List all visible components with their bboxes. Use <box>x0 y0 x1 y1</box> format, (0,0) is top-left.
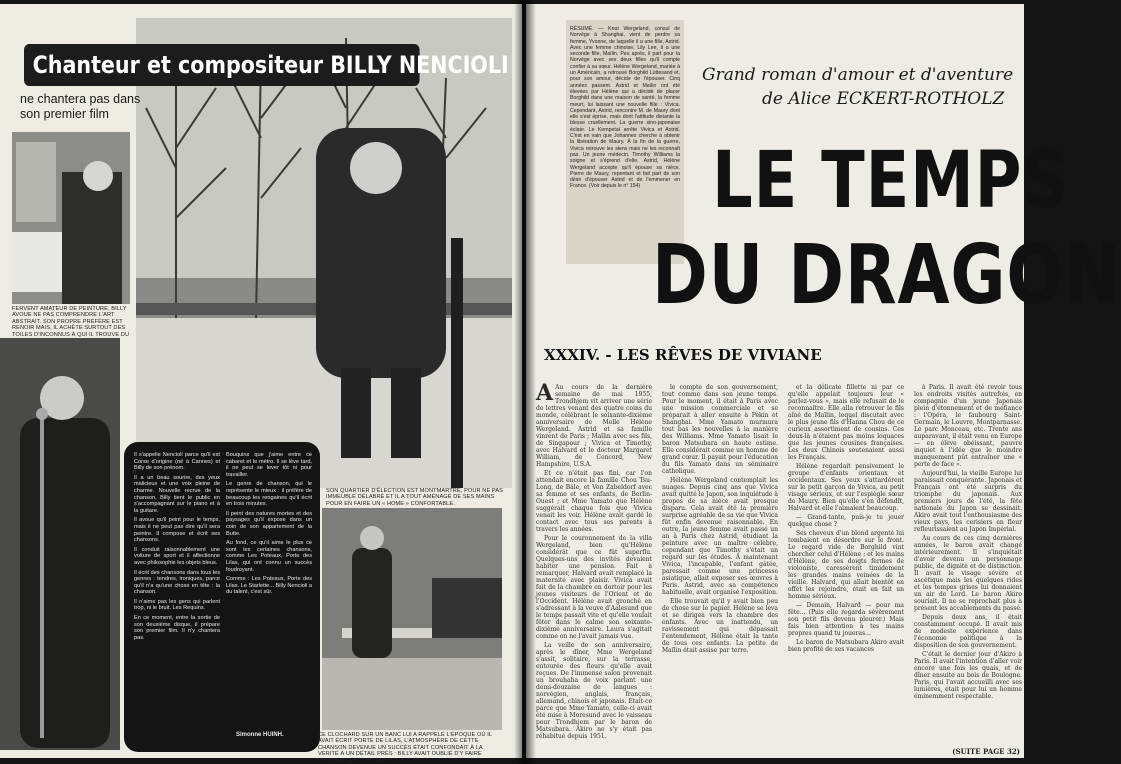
article-paragraph: Il a un beau sourire, des yeux malicieux et une voix pleine de charme. Nouvelle recrue de la chanson, Billy tient le public en s'accompagnant sur le piano et à la guitare. <box>134 474 220 514</box>
right-page <box>526 4 1121 758</box>
novel-paragraph: Et ce n'était pas fini, car l'on attendait encore la famille Chou Tsu-Long, de Bâle, et Von Zabeldorf avec sa femme et ses enfants, de Berlin-Ouest ; et Mme Yamato que Hélène suggérait chaque fois que Vivica venait les voir. Hélène avait gardé le contact avec tous ses parents à travers les années. <box>536 470 652 533</box>
novel-column-3 <box>788 384 904 754</box>
novel-paragraph: — Demain, Halvard — pour ma fête... (Puis elle regarda sévèrement son petit fils devenu pleurer.) Mais fais bien attention à tes mains propres quand tu joueras... <box>788 602 904 637</box>
article-paragraph: En ce moment, entre la sortie de son deuxième disque, il prépare son premier film. Il n'y chantera pas. <box>134 615 220 641</box>
caption-montmartre: SON QUARTIER D'ÉLECTION EST MONTMARTRE, POUR NE PAS IMMEUBLE DÉLABRÉ ET IL A TOUT AMÉNAGÉ DE SES MAINS POUR EN FAIRE UN « HOME » CONFORTABLE. <box>326 488 504 507</box>
novel-paragraph: à Paris. Il avait été revoir tous les endroits visités autrefois, en compagnie d'un jeune Japonais plein d'étonnement et de méfiance : l'Opéra, le faubourg Saint-Germain, le Louvre, Montparnasse. Le parc Monceau, etc. Trente ans auparavant, il était venu en Europe — en élève obéissant, pauvre inquiet à l'idée que le moindre manquement pût entraîner une « perte de face ». <box>914 384 1022 468</box>
novel-paragraph: Pour le couronnement de la villa Wergeland, bien qu'Hélène considérât que ce fût superflu. Quelques-uns des invités devaient habiter une pension. Fait à remarquer, Halvard avait remplacé la maternité avec plaisir. Vivica avait fait de la chambre en dortoir pour les jeunes visiteurs de l'Orient et de l'Occident. Hélène avait gronché en s'adressant à la veuve d'Aalesund que le temps passait vite et qu'elle voulait fêter dans le calme son soixante-dixième anniversaire. Laura s'agitait comme on ne l'avait jamais vue. <box>536 535 652 640</box>
novel-paragraph: — Grand-tante, puis-je te jouer quelque chose ? <box>788 514 904 528</box>
novel-kicker-line-2: de Alice ECKERT-ROTHOLZ <box>762 89 1005 109</box>
story-summary: RÉSUMÉ. — Knut Wergeland, consul de Norvège à Shanghai, vient de perdre sa femme, Yvonne, de laquelle il a une fille, Astrid. Avec une femme chinoise, Lily Lee, il a une seconde fille, Maïlin. Peu après, il part pour la Norvège avec ses deux filles qu'il compte confier à sa sœur. Hélène Wergeland, mariée à un Américain, a retrouvé Borghild Lüttesand et, pour son amour, décide de l'épouser. Cinq années passent. Astrid et Maïlin ont été élevées par Hélène qui a décidé de placer Borghild dans une maison de santé, la femme meurt, lui laissant une nouvelle fille : Vivica. Cependant, Astrid, rencontre M. de Maury dont elle s'est éprise, mais dont l'attitude distante la blesse cruellement. La guerre sino-japonaise éclate. Le Kempetaï arrête Vivica et Astrid. C'est en vain que Johannes cherche à obtenir la libération de Maury. À la fin de la guerre, Vivica retrouve les siens mais ne les reconnaît pas. Un jeune médecin, Timothy Williams la soigne et s'éprend d'elle. Astrid, Hélène Wergeland accepte qu'il épouse sa nièce. Pierre de Maury, repentant et fait part de son désir d'épouser Astrid et de l'emmener en France. (Voir depuis le n° 154) <box>570 26 680 190</box>
photo-montmartre-balcony <box>136 18 512 488</box>
article-paragraph: Le genre de chanson, qui le représente le mieux : il préfère de beaucoup les rengaines qu'il écrit en trois minutes. <box>226 481 312 508</box>
caption-clochard: CE CLOCHARD SUR UN BANC LUI A RAPPELÉ L'ÉPOQUE OÙ IL AVAIT ÉCRIT PORTE DE LILAS, L'ATMOSPHÈRE DE CETTE CHANSON DEVENUE UN SUCCÈS ÉTAIT CONFONDAIT À LA VÉRITÉ À UN DÉTAIL PRÈS : BILLY AVAIT OUBLIÉ D'Y FAIRE FIGURER LES CLOCHARDS ! <box>318 732 492 764</box>
novel-paragraph: Le baron de Matsubara Akiro avait bien profité de ses vacances <box>788 639 904 653</box>
article-text-box <box>124 442 320 752</box>
article-paragraph: Il peint des natures mortes et des paysages qu'il expose dans un coin de son appartement de la Butte. <box>226 510 312 537</box>
novel-paragraph: le compte de son gouvernement, tout comme dans son jeune temps. Pour le moment, il était à Paris avec une mission commerciale et se préparait à aller ensuite à Pékin et Shanghai. Mme Yamato murmura tout bas les nouvelles à la manière des Williams. Mme Yamato lisait le baron Matsubara en haute estime. Elle considérait comme un homme de grand cœur. Il payait pour l'éducation du fils Yamato dans un séminaire catholique. <box>662 384 778 475</box>
photo-microphone <box>0 338 120 750</box>
novel-paragraph: C'était le dernier jour d'Akiro à Paris. Il avait l'intention d'aller voir encore une fois les quais, et de dîner ensuite au bois de Boulogne. Paris, qui l'avait accueilli avec ses lumières, était pour lui un homme éminemment respectable. <box>914 651 1022 700</box>
article-paragraph: Bouquins que j'aime entre ce cabaret et le métro. Il se lève tard, il ne peut se lever tôt ni pour travailler. <box>226 452 312 478</box>
novel-title-line-1: LE TEMPS <box>712 136 1070 226</box>
left-page <box>0 4 522 764</box>
article-paragraph: Il n'aime pas les gens qui parlent trop, ni le bruit. Les Requins. <box>134 598 220 612</box>
novel-column-1 <box>536 380 652 754</box>
continued-note: (SUITE PAGE 32) <box>952 747 1020 756</box>
article-paragraph: Il s'appelle Nencioli parce qu'il est Corse d'origine (né à Cannes) et Billy de son prénom. <box>134 452 220 472</box>
novel-paragraph: Aujourd'hui, la vieille Europe lui paraissait conquérante. Japonais et Français ont été surpris du triomphe du japonais. Aux premiers jours de l'été, la fête nationale du Japon se dessinait. Akiro avait tout l'enthousiasme des vieux pays, les cerisiers en fleur refleurissaient au Japon Impérial. <box>914 470 1022 533</box>
photo-painting <box>12 132 130 304</box>
novel-paragraph: Elle trouvait qu'il y avait bien peu de chose sur le papier. Hélène se leva et se dirigea vers la chambre des enfants. Avec un inattendu, un ravissement qui dépassait l'entendement, Hélène était la tante de tous ces enfants. La petite de Maïlin était assise par terre. <box>662 598 778 654</box>
article-column-2 <box>226 452 312 599</box>
novel-paragraph: Ses cheveux d'un blond argenté lui tombaient en désordre sur le front. Le regard vide de Borghild vint chercher celui d'Hélène ; et les mains d'Hélène, de ses doigts fermes de violoniste, caressèrent timidement les grandes mains veinées de la vieille. Halvard, qui allait bientôt en effet les rejoindre, était en fait un homme sérieux. <box>788 530 904 600</box>
caption-painting: FERVENT AMATEUR DE PEINTURE, BILLY AVOUE NE PAS COMPRENDRE L'ART ABSTRAIT. SON PROPRE PRÉFÈRE EST RENOIR MAIS, IL ACHÈTE SURTOUT DES TOILES D'INCONNUS À QUI IL TROUVE DU <box>12 306 130 338</box>
novel-paragraph: Hélène regardait pensivement le groupe d'enfants orientaux et occidentaux. Ses yeux s'attardèrent sur le petit garçon de Vivica, au petit visage sérieux, et sur l'espiègle sœur de Maury. Bien qu'elle s'en défendît, Halvard et elle l'aimaient beaucoup. <box>788 463 904 512</box>
article-paragraph: Il conduit raisonnablement une voiture de sport et il affectionne avec philosophie les objets bleus. <box>134 546 220 566</box>
novel-paragraph: La veille de son anniversaire, après le dîner, Mme Wergeland s'assit, solitaire, sur la terrasse, entourée des fleurs qu'elle avait reçues. De l'immense salon provenait un brouhaha de voix parlant une demi-douzaine de langues : norvégien, anglais, français, allemand, chinois et japonais. Etait-ce parce que Mme Yamato, celle-ci avait été mise à Moresund avec le vaisseau pour Trondhjem par le baron de Matsubara. Akiro ne s'y était pas réhabitué depuis 1951. <box>536 642 652 740</box>
magazine-gutter <box>514 0 536 764</box>
novel-paragraph: Hélène Wergeland contemplait les nuages. Depuis cinq ans que Vivica avait quitté le Japon, son inquiétude à propos de sa nièce avait presque disparu. Cela avait été la première surprise agréable de sa vie que Vivica fût enfin devenue raisonnable. En outre, la jeune femme avait passé un an à Paris chez Astrid, étudiant la peinture avec un maître célèbre, cependant que Timothy s'était un regard sur les études. À maintenant Vivica, l'incapable, l'enfant gâtée, paressait comme une princesse asiatique, allait exposer ses œuvres à Paris. Astrid, avec sa compétence habituelle, avait organisé l'exposition. <box>662 477 778 596</box>
article-paragraph: Au fond, ce qu'il aime le plus ce sont les certaines chansons, comme Les Poteaux, Porte des Lilas, qui ont connu un succès foudroyant. <box>226 540 312 573</box>
novel-column-4 <box>914 384 1022 754</box>
novel-kicker-line-1: Grand roman d'amour et d'aventure <box>702 65 1014 85</box>
article-paragraph: Il écrit des chansons dans tous les genres : tendres, ironiques, parce qu'il n'a qu'une chose en tête : la chanson. <box>134 569 220 596</box>
article-subheadline: ne chantera pas dans son premier film <box>20 92 141 121</box>
novel-paragraph: Au cours de ces cinq dernières années, le baron avait changé intérieurement. Il s'inquiétait d'avoir devenu un personnage public, de dignité et de distinction. Il avait le visage sévère et ascétique mais les quelques rides et les tempes grises lui donnaient un air de Lord. Le baron Akiro souriait. Il ne se reprochait plus à présent les accablements du passé. <box>914 535 1022 612</box>
article-signature: Simonne HUINH. <box>236 732 284 738</box>
drop-cap: A <box>536 380 554 406</box>
photo-clochard-bench <box>322 508 502 730</box>
chapter-heading: XXXIV. - LES RÊVES DE VIVIANE <box>544 346 822 364</box>
novel-paragraph: Au cours de la dernière semaine de mai 1955, Trondhjem vit arriver une série de lettres venant des quatre coins du monde, célébrant le soixante-dixième anniversaire de Melle Hélène Wergeland. Astrid et sa famille vinrent de Paris ; Maïlin avec ses fils, de Singapour ; Vivica et Timothy, avec Halvard et le docteur Margaret William, de Concord, New Hampshire, U.S.A. <box>536 384 652 468</box>
article-headline: Chanteur et compositeur BILLY NENCIOLI <box>24 44 420 86</box>
novel-paragraph: Depuis deux ans, il était constamment occupé. Il avait mis de modeste expérience dans l'économie politique à la disposition de son gouvernement. <box>914 614 1022 649</box>
novel-title-line-2: DU DRAGON <box>652 228 1121 323</box>
article-paragraph: Comme : Les Poteaux, Porte des Lilas. Le Starlette... Billy Nencioli a du talent, c'est sûr. <box>226 576 312 596</box>
novel-column-2 <box>662 384 778 754</box>
article-paragraph: Il avoue qu'il peint pour le temps, mais il ne peut pas dire qu'il sera peintre. Il compose et écrit ses chansons. <box>134 517 220 544</box>
article-column-1 <box>134 452 220 644</box>
novel-paragraph: et la délicate fillette ni par ce qu'elle appelait toujours leur « parlez-vous », mais elle refusait de le reconnaître. Elle alla retrouver le fils aîné de Maïlin, lequel discutait avec le plus jeune fils d'Hanna Chou de ce curieux assortiment de cousins. Ces deux-là n'étaient pas moins loquaces que les jeunes cousines françaises. Les deux Chinois soutenaient aussi les Français. <box>788 384 904 461</box>
